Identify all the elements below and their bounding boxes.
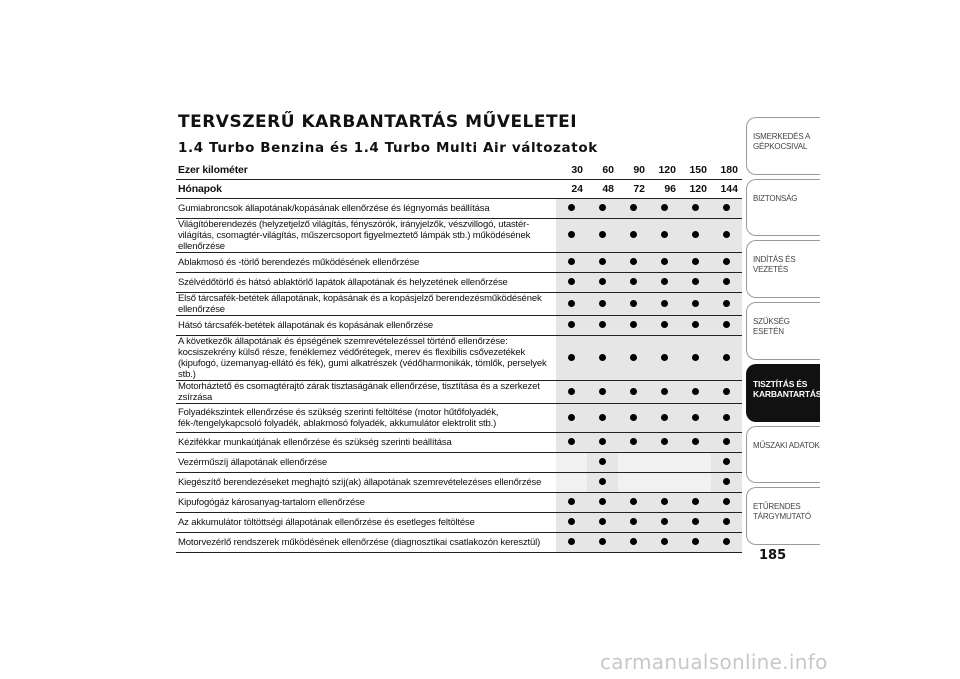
- bullet-dot-icon: [599, 538, 606, 545]
- bullet-dot-icon: [692, 388, 699, 395]
- bullet-dot-icon: [568, 321, 575, 328]
- check-cell: [711, 293, 742, 316]
- bullet-dot-icon: [692, 518, 699, 525]
- check-cell: [711, 513, 742, 533]
- table-row: [176, 199, 742, 219]
- check-cell: [649, 404, 680, 433]
- check-cell: [618, 381, 649, 404]
- bullet-dot-icon: [661, 278, 668, 285]
- bullet-dot-icon: [568, 414, 575, 421]
- check-cell: [649, 293, 680, 316]
- chapter-tab[interactable]: MŰSZAKI ADATOK: [746, 426, 820, 484]
- bullet-dot-icon: [630, 518, 637, 525]
- header-km-value: 150: [680, 161, 711, 180]
- check-cell: [680, 381, 711, 404]
- bullet-dot-icon: [568, 204, 575, 211]
- header-km-value: 180: [711, 161, 742, 180]
- check-cell: [711, 493, 742, 513]
- check-cell: [556, 219, 587, 253]
- check-cell: [711, 404, 742, 433]
- check-cell: [556, 293, 587, 316]
- maintenance-item-text: Folyadékszintek ellenőrzése és szükség szerinti feltöltése (motor hűtőfolyadék, fék-/tengelykapcsoló folyadék, ablakmosó folyadék, akkumulátor elektrolit stb.): [176, 404, 556, 433]
- bullet-dot-icon: [599, 518, 606, 525]
- check-cell: [587, 473, 618, 493]
- table-row: [176, 219, 742, 253]
- bullet-dot-icon: [568, 538, 575, 545]
- maintenance-item-text: Hátsó tárcsafék-betétek állapotának és kopásának ellenőrzése: [176, 316, 556, 336]
- check-cell: [649, 316, 680, 336]
- bullet-dot-icon: [723, 498, 730, 505]
- check-cell: [556, 513, 587, 533]
- bullet-dot-icon: [661, 231, 668, 238]
- check-cell: [587, 273, 618, 293]
- header-months-row: [176, 180, 742, 199]
- maintenance-item-text: Kipufogógáz károsanyag-tartalom ellenőrzése: [176, 493, 556, 513]
- empty-cell: [618, 453, 649, 473]
- check-cell: [618, 273, 649, 293]
- table-row: [176, 433, 742, 453]
- table-row: [176, 473, 742, 493]
- bullet-dot-icon: [723, 478, 730, 485]
- table-row: [176, 404, 742, 433]
- bullet-dot-icon: [661, 518, 668, 525]
- check-cell: [587, 433, 618, 453]
- check-cell: [649, 199, 680, 219]
- check-cell: [680, 316, 711, 336]
- bullet-dot-icon: [692, 300, 699, 307]
- check-cell: [556, 336, 587, 381]
- table-row: [176, 336, 742, 381]
- bullet-dot-icon: [599, 498, 606, 505]
- bullet-dot-icon: [630, 438, 637, 445]
- check-cell: [680, 433, 711, 453]
- bullet-dot-icon: [599, 300, 606, 307]
- check-cell: [618, 199, 649, 219]
- check-cell: [711, 381, 742, 404]
- bullet-dot-icon: [661, 321, 668, 328]
- check-cell: [680, 336, 711, 381]
- check-cell: [618, 253, 649, 273]
- check-cell: [680, 533, 711, 553]
- check-cell: [711, 433, 742, 453]
- check-cell: [556, 533, 587, 553]
- bullet-dot-icon: [568, 438, 575, 445]
- check-cell: [618, 404, 649, 433]
- check-cell: [618, 533, 649, 553]
- bullet-dot-icon: [630, 538, 637, 545]
- chapter-tab[interactable]: INDÍTÁS ÉS VEZETÉS: [746, 240, 820, 298]
- watermark: carmanualsonline.info: [600, 650, 828, 674]
- bullet-dot-icon: [692, 538, 699, 545]
- bullet-dot-icon: [630, 300, 637, 307]
- bullet-dot-icon: [692, 321, 699, 328]
- bullet-dot-icon: [599, 321, 606, 328]
- maintenance-item-text: Kiegészítő berendezéseket meghajtó szíj(ak) állapotának szemrevételezéses ellenőrzése: [176, 473, 556, 493]
- bullet-dot-icon: [630, 354, 637, 361]
- bullet-dot-icon: [723, 414, 730, 421]
- check-cell: [711, 273, 742, 293]
- check-cell: [556, 253, 587, 273]
- table-row: [176, 533, 742, 553]
- check-cell: [649, 513, 680, 533]
- maintenance-item-text: Ablakmosó és -törlő berendezés működésének ellenőrzése: [176, 253, 556, 273]
- maintenance-item-text: Az akkumulátor töltöttségi állapotának ellenőrzése és esetleges feltöltése: [176, 513, 556, 533]
- bullet-dot-icon: [661, 354, 668, 361]
- bullet-dot-icon: [568, 278, 575, 285]
- page-subtitle: 1.4 Turbo Benzina és 1.4 Turbo Multi Air változatok: [178, 140, 598, 156]
- chapter-tab[interactable]: ETŰRENDES TÁRGYMUTATÓ: [746, 487, 820, 545]
- check-cell: [556, 273, 587, 293]
- header-months-value: 48: [587, 180, 618, 199]
- bullet-dot-icon: [630, 278, 637, 285]
- check-cell: [587, 493, 618, 513]
- header-km-row: [176, 161, 742, 180]
- header-km-value: 30: [556, 161, 587, 180]
- check-cell: [587, 316, 618, 336]
- check-cell: [649, 493, 680, 513]
- check-cell: [680, 199, 711, 219]
- check-cell: [649, 219, 680, 253]
- check-cell: [587, 404, 618, 433]
- empty-cell: [556, 453, 587, 473]
- header-months-value: 144: [711, 180, 742, 199]
- check-cell: [587, 199, 618, 219]
- bullet-dot-icon: [568, 354, 575, 361]
- check-cell: [711, 473, 742, 493]
- maintenance-table: [176, 161, 742, 553]
- header-months-value: 24: [556, 180, 587, 199]
- bullet-dot-icon: [630, 498, 637, 505]
- table-row: [176, 273, 742, 293]
- bullet-dot-icon: [630, 258, 637, 265]
- check-cell: [618, 433, 649, 453]
- chapter-tab[interactable]: ISMERKEDÉS A GÉPKOCSIVAL: [746, 117, 820, 175]
- table-row: [176, 381, 742, 404]
- empty-cell: [556, 473, 587, 493]
- bullet-dot-icon: [692, 414, 699, 421]
- bullet-dot-icon: [723, 458, 730, 465]
- bullet-dot-icon: [723, 321, 730, 328]
- chapter-tab[interactable]: TISZTÍTÁS ÉS KARBANTARTÁS: [746, 364, 820, 422]
- check-cell: [711, 336, 742, 381]
- empty-cell: [680, 453, 711, 473]
- bullet-dot-icon: [568, 300, 575, 307]
- bullet-dot-icon: [692, 498, 699, 505]
- check-cell: [618, 293, 649, 316]
- page-title: TERVSZERŰ KARBANTARTÁS MŰVELETEI: [178, 112, 578, 132]
- bullet-dot-icon: [599, 204, 606, 211]
- table-row: [176, 253, 742, 273]
- check-cell: [680, 253, 711, 273]
- check-cell: [680, 219, 711, 253]
- check-cell: [649, 433, 680, 453]
- check-cell: [711, 253, 742, 273]
- check-cell: [587, 293, 618, 316]
- maintenance-item-text: A következők állapotának és épségének szemrevételezéssel történő ellenőrzése: kocsiszekrény külső része, fenéklemez védőrétegek, merev és flexibilis csővezetékek (kipufogó, üzemanyag-ellátó és fék), gumi alkatrészek (védőharmonikák, tömlők, perselyek stb.): [176, 336, 556, 381]
- maintenance-item-text: Motorháztető és csomagtérajtó zárak tisztaságának ellenőrzése, tisztítása és a szerkezet zsírzása: [176, 381, 556, 404]
- maintenance-item-text: Világítóberendezés (helyzetjelző világítás, fényszórók, irányjelzők, vészvillogó, utastér-világítás, csomagtér-világítás, műszercsoport figyelmeztető lámpák stb.) működésének ellenőrzése: [176, 219, 556, 253]
- table-row: [176, 513, 742, 533]
- check-cell: [649, 253, 680, 273]
- bullet-dot-icon: [599, 478, 606, 485]
- bullet-dot-icon: [661, 388, 668, 395]
- bullet-dot-icon: [723, 388, 730, 395]
- maintenance-item-text: Motorvezérlő rendszerek működésének ellenőrzése (diagnosztikai csatlakozón keresztül): [176, 533, 556, 553]
- check-cell: [556, 381, 587, 404]
- check-cell: [649, 381, 680, 404]
- bullet-dot-icon: [661, 538, 668, 545]
- maintenance-item-text: Szélvédőtörlő és hátsó ablaktörlő lapátok állapotának és helyzetének ellenőrzése: [176, 273, 556, 293]
- check-cell: [556, 404, 587, 433]
- table-row: [176, 493, 742, 513]
- maintenance-item-text: Első tárcsafék-betétek állapotának, kopásának és a kopásjelző berendezésműködésének ellenőrzése: [176, 293, 556, 316]
- header-km-value: 60: [587, 161, 618, 180]
- check-cell: [680, 493, 711, 513]
- check-cell: [587, 336, 618, 381]
- empty-cell: [680, 473, 711, 493]
- header-months-label: Hónapok: [176, 180, 556, 199]
- check-cell: [680, 513, 711, 533]
- check-cell: [556, 199, 587, 219]
- bullet-dot-icon: [723, 538, 730, 545]
- check-cell: [711, 219, 742, 253]
- check-cell: [587, 219, 618, 253]
- bullet-dot-icon: [723, 354, 730, 361]
- bullet-dot-icon: [661, 258, 668, 265]
- maintenance-item-text: Gumiabroncsok állapotának/kopásának ellenőrzése és légnyomás beállítása: [176, 199, 556, 219]
- bullet-dot-icon: [723, 204, 730, 211]
- maintenance-item-text: Vezérműszíj állapotának ellenőrzése: [176, 453, 556, 473]
- bullet-dot-icon: [568, 231, 575, 238]
- bullet-dot-icon: [630, 414, 637, 421]
- bullet-dot-icon: [723, 438, 730, 445]
- empty-cell: [618, 473, 649, 493]
- bullet-dot-icon: [568, 388, 575, 395]
- header-km-label: Ezer kilométer: [176, 161, 556, 180]
- bullet-dot-icon: [599, 414, 606, 421]
- empty-cell: [649, 473, 680, 493]
- check-cell: [587, 253, 618, 273]
- bullet-dot-icon: [599, 438, 606, 445]
- bullet-dot-icon: [599, 388, 606, 395]
- check-cell: [618, 316, 649, 336]
- header-km-value: 120: [649, 161, 680, 180]
- chapter-tab[interactable]: BIZTONSÁG: [746, 179, 820, 237]
- bullet-dot-icon: [692, 258, 699, 265]
- header-months-value: 72: [618, 180, 649, 199]
- bullet-dot-icon: [599, 458, 606, 465]
- header-km-value: 90: [618, 161, 649, 180]
- bullet-dot-icon: [568, 498, 575, 505]
- bullet-dot-icon: [692, 204, 699, 211]
- bullet-dot-icon: [599, 231, 606, 238]
- bullet-dot-icon: [692, 354, 699, 361]
- check-cell: [618, 493, 649, 513]
- bullet-dot-icon: [568, 518, 575, 525]
- chapter-tabs: [746, 117, 820, 545]
- bullet-dot-icon: [599, 278, 606, 285]
- check-cell: [711, 533, 742, 553]
- table-row: [176, 453, 742, 473]
- bullet-dot-icon: [692, 438, 699, 445]
- bullet-dot-icon: [692, 231, 699, 238]
- table-row: [176, 293, 742, 316]
- check-cell: [556, 433, 587, 453]
- bullet-dot-icon: [599, 258, 606, 265]
- check-cell: [649, 273, 680, 293]
- check-cell: [587, 381, 618, 404]
- bullet-dot-icon: [599, 354, 606, 361]
- check-cell: [587, 533, 618, 553]
- check-cell: [618, 513, 649, 533]
- check-cell: [680, 273, 711, 293]
- bullet-dot-icon: [723, 518, 730, 525]
- bullet-dot-icon: [630, 231, 637, 238]
- bullet-dot-icon: [723, 300, 730, 307]
- empty-cell: [649, 453, 680, 473]
- bullet-dot-icon: [661, 438, 668, 445]
- check-cell: [587, 453, 618, 473]
- check-cell: [680, 293, 711, 316]
- check-cell: [649, 336, 680, 381]
- bullet-dot-icon: [692, 278, 699, 285]
- bullet-dot-icon: [661, 498, 668, 505]
- header-months-value: 120: [680, 180, 711, 199]
- check-cell: [556, 493, 587, 513]
- check-cell: [618, 219, 649, 253]
- bullet-dot-icon: [661, 300, 668, 307]
- bullet-dot-icon: [723, 231, 730, 238]
- bullet-dot-icon: [723, 258, 730, 265]
- header-months-value: 96: [649, 180, 680, 199]
- bullet-dot-icon: [661, 414, 668, 421]
- check-cell: [711, 199, 742, 219]
- bullet-dot-icon: [723, 278, 730, 285]
- check-cell: [587, 513, 618, 533]
- bullet-dot-icon: [661, 204, 668, 211]
- check-cell: [711, 453, 742, 473]
- check-cell: [711, 316, 742, 336]
- check-cell: [618, 336, 649, 381]
- maintenance-item-text: Kézifékkar munkaútjának ellenőrzése és szükség szerinti beállítása: [176, 433, 556, 453]
- check-cell: [556, 316, 587, 336]
- chapter-tab[interactable]: SZÜKSÉG ESETÉN: [746, 302, 820, 360]
- page-number: 185: [759, 548, 787, 563]
- bullet-dot-icon: [630, 388, 637, 395]
- bullet-dot-icon: [630, 204, 637, 211]
- bullet-dot-icon: [568, 258, 575, 265]
- table-row: [176, 316, 742, 336]
- check-cell: [680, 404, 711, 433]
- bullet-dot-icon: [630, 321, 637, 328]
- check-cell: [649, 533, 680, 553]
